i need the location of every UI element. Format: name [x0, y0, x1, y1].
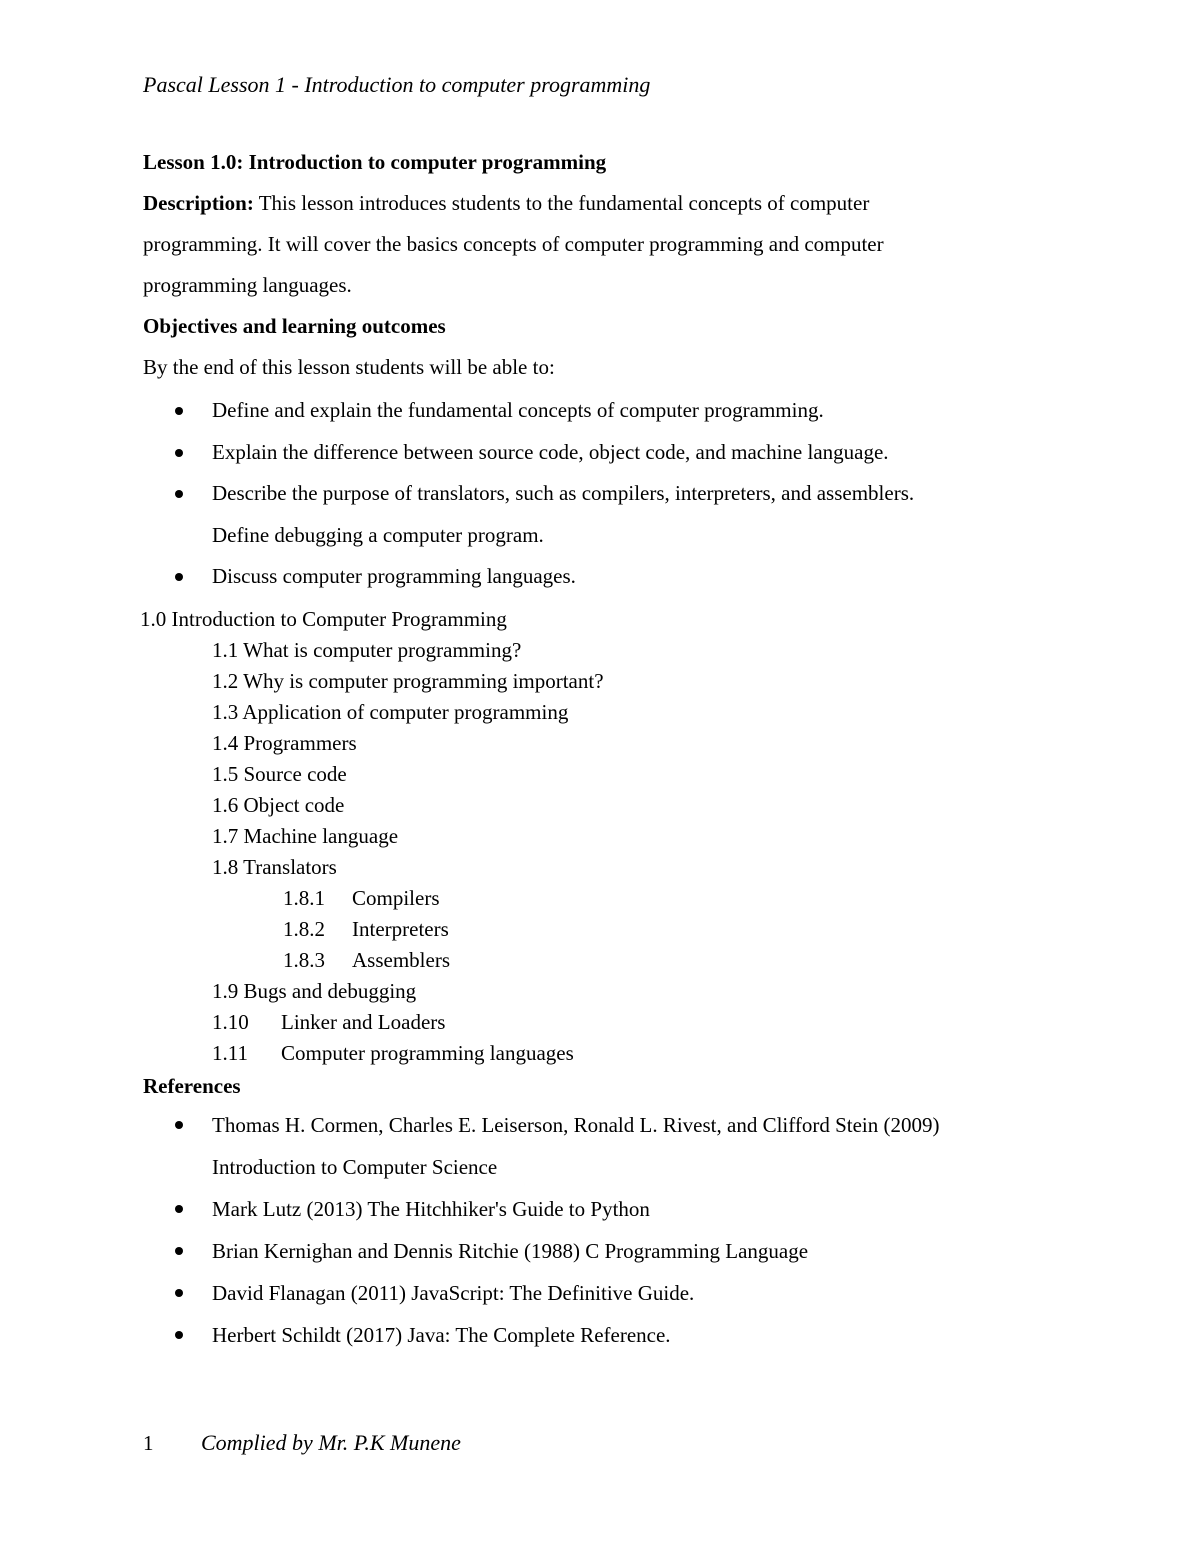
description-line-1: This lesson introduces students to the fundamental concepts of computer: [253, 191, 870, 215]
description-paragraph: [143, 183, 1053, 224]
outline-item: 1.6 Object code: [212, 792, 345, 817]
list-item: David Flanagan (2011) JavaScript: The Definitive Guide.: [143, 1272, 1053, 1314]
objective-continuation: Define debugging a computer program.: [212, 522, 544, 547]
outline-item: 1.7 Machine language: [212, 823, 399, 848]
outline-item: 1.1 What is computer programming?: [212, 637, 522, 662]
list-item: Describe the purpose of translators, such as compilers, interpreters, and assemblers. Define debugging a computer program.: [143, 473, 1053, 556]
page-footer: [143, 1430, 461, 1456]
outline-item: 1.5 Source code: [212, 761, 347, 786]
outline-subitem: 1.8.3 Assemblers: [283, 947, 450, 972]
lesson-outline: [140, 604, 1053, 1069]
outline-top: 1.0 Introduction to Computer Programming: [140, 606, 507, 631]
bullet-icon: [175, 1205, 183, 1213]
list-item: Define and explain the fundamental concepts of computer programming.: [143, 390, 1053, 432]
bullet-icon: [175, 407, 183, 415]
list-item: Mark Lutz (2013) The Hitchhiker's Guide to Python: [143, 1188, 1053, 1230]
bullet-icon: [175, 1289, 183, 1297]
outline-item: 1.8 Translators: [212, 854, 337, 879]
outline-item: 1.4 Programmers: [212, 730, 357, 755]
description-line-2: programming. It will cover the basics concepts of computer programming and computer: [143, 232, 884, 256]
list-item: Brian Kernighan and Dennis Ritchie (1988) C Programming Language: [143, 1230, 1053, 1272]
bullet-icon: [175, 1121, 183, 1129]
bullet-icon: [175, 1247, 183, 1255]
list-item: Herbert Schildt (2017) Java: The Complete Reference.: [143, 1314, 1053, 1356]
references-list: [143, 1104, 1053, 1356]
outline-subitem: 1.8.2 Interpreters: [283, 916, 449, 941]
description-line-3: programming languages.: [143, 273, 352, 297]
objectives-intro: By the end of this lesson students will be able to:: [143, 355, 555, 379]
list-item: Thomas H. Cormen, Charles E. Leiserson, Ronald L. Rivest, and Clifford Stein (2009) Introduction to Computer Science: [143, 1104, 1053, 1188]
objectives-list: [143, 390, 1053, 598]
document-body: [140, 142, 1053, 1356]
page-number: 1: [143, 1431, 154, 1455]
outline-subitem: 1.8.1 Compilers: [283, 885, 440, 910]
compiled-by: Complied by Mr. P.K Munene: [201, 1430, 461, 1455]
outline-item: 1.11 Computer programming languages: [212, 1040, 574, 1065]
outline-item: 1.2 Why is computer programming important?: [212, 668, 604, 693]
list-item: Explain the difference between source code, object code, and machine language.: [143, 432, 1053, 474]
outline-item: 1.9 Bugs and debugging: [212, 978, 417, 1003]
reference-continuation: Introduction to Computer Science: [212, 1154, 498, 1179]
description-label: Description:: [143, 191, 254, 215]
lesson-title: Lesson 1.0: Introduction to computer programming: [143, 150, 607, 174]
bullet-icon: [175, 490, 183, 498]
outline-item: 1.10 Linker and Loaders: [212, 1009, 446, 1034]
objectives-heading: Objectives and learning outcomes: [143, 314, 446, 338]
running-header: Pascal Lesson 1 - Introduction to computer programming: [143, 72, 651, 97]
list-item: Discuss computer programming languages.: [143, 556, 1053, 598]
references-heading: References: [143, 1073, 241, 1098]
bullet-icon: [175, 449, 183, 457]
bullet-icon: [175, 573, 183, 581]
outline-item: 1.3 Application of computer programming: [212, 699, 569, 724]
bullet-icon: [175, 1331, 183, 1339]
